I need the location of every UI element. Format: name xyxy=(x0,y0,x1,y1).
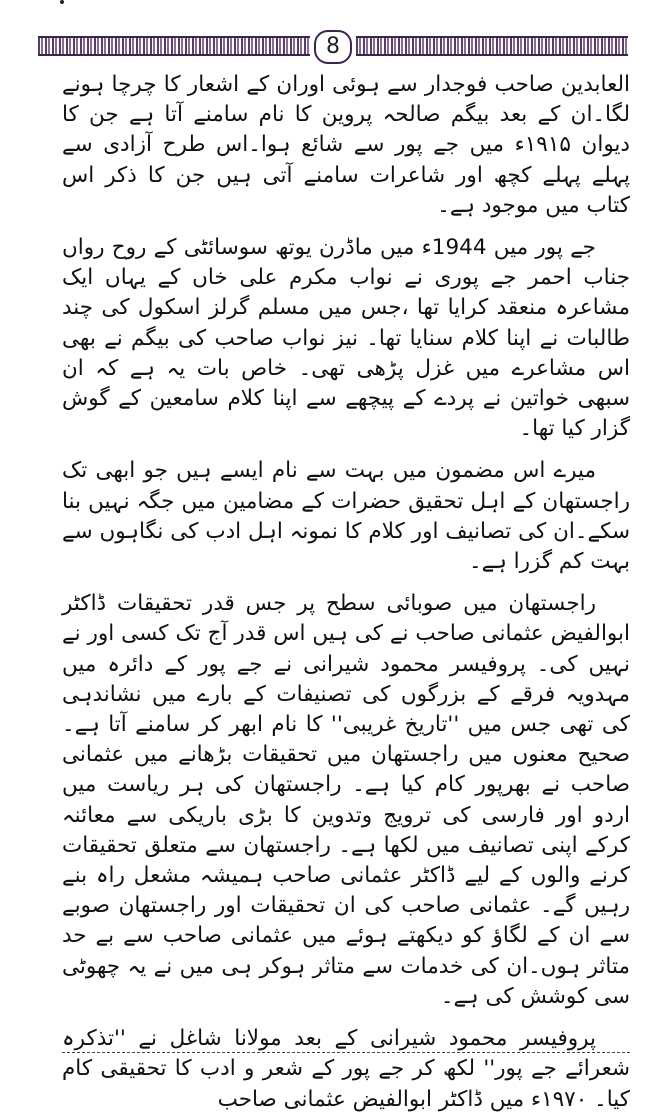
paragraph-5: پروفیسر محمود شیرانی کے بعد مولانا شاغل نے ''تذکرہ شعرائے جے پور'' لکھ کر جے پور کے شعر و ادب کا تحقیقی کام کیا۔ ۱۹۷۰ء میں ڈاکٹر ابوالفیض عثمانی صاحب xyxy=(62,1026,630,1112)
ornamental-border-left xyxy=(38,36,310,56)
paragraph-2: جے پور میں 1944ء میں ماڈرن یوتھ سوسائٹی کے روح رواں جناب احمر جے پوری نے نواب مکرم علی خاں کے یہاں ایک مشاعرہ منعقد کرایا تھا ،جس میں مسلم گرلز اسکول کی چند طالبات نے اپنا کلام سنایا تھا۔ نیز نواب صاحب کی بیگم نے بھی اس مشاعرے میں غزل پڑھی تھی۔ خاص بات یہ ہے کہ ان سبھی خواتین نے پردے کے پیچھے سے اپنا کلام سامعین کے گوش گزار کیا تھا۔ xyxy=(62,235,630,442)
body-text xyxy=(62,70,630,1115)
page-header xyxy=(38,30,628,62)
paragraph-3: میرے اس مضمون میں بہت سے نام ایسے ہیں جو ابھی تک راجستھان کے اہل تحقیق حضرات کے مضامین میں جگہ نہیں بنا سکے۔ان کی تصانیف اور کلام کا نمونہ اہل ادب کی نگاہوں سے بہت کم گزرا ہے۔ xyxy=(62,458,630,575)
bottom-rule xyxy=(62,1052,630,1054)
paragraph-1: العابدین صاحب فوجدار سے ہوئی اوران کے اشعار کا چرچا ہونے لگا۔ان کے بعد بیگم صالحہ پروین کا نام سامنے آتا ہے جن کا دیوان ۱۹۱۵ء میں جے پور سے شائع ہوا۔اس طرح آزادی سے پہلے پہلے کچھ اور شاعرات سامنے آتی ہیں جن کا ذکر اس کتاب میں موجود ہے۔ xyxy=(62,72,630,218)
ornamental-border-right xyxy=(356,36,628,56)
paragraph-4: راجستھان میں صوبائی سطح پر جس قدر تحقیقات ڈاکٹر ابوالفیض عثمانی صاحب نے کی ہیں اس قدر آج تک کسی اور نے نہیں کی۔ پروفیسر محمود شیرانی نے جے پور کے دائرہ میں مہدویہ فرقے کے بزرگوں کی تصنیفات کے بارے میں نشاندہی کی تھی جس میں ''تاریخ غریبی'' کا نام ابھر کر سامنے آتا ہے۔ صحیح معنوں میں راجستھان میں تحقیقات بڑھانے میں عثمانی صاحب نے بھرپور کام کیا ہے۔ راجستھان کی ہر ریاست میں اردو اور فارسی کی ترویج وتدوین کا بڑی باریکی سے معائنہ کرکے اپنی تصانیف میں لکھا ہے۔ راجستھان سے متعلق تحقیقات کرنے والوں کے لیے ڈاکٹر عثمانی صاحب ہمیشہ مشعل راہ بنے رہیں گے۔ عثمانی صاحب کی ان تحقیقات اور راجستھان صوبے سے ان کے لگاؤ کو دیکھتے ہوئے میں عثمانی صاحب سے بے حد متاثر ہوں۔ان کی خدمات سے متاثر ہوکر ہی میں نے یہ چھوٹی سی کوشش کی ہے۔ xyxy=(62,591,630,1009)
page-number: 8 xyxy=(314,30,352,64)
ink-dot xyxy=(60,0,64,4)
